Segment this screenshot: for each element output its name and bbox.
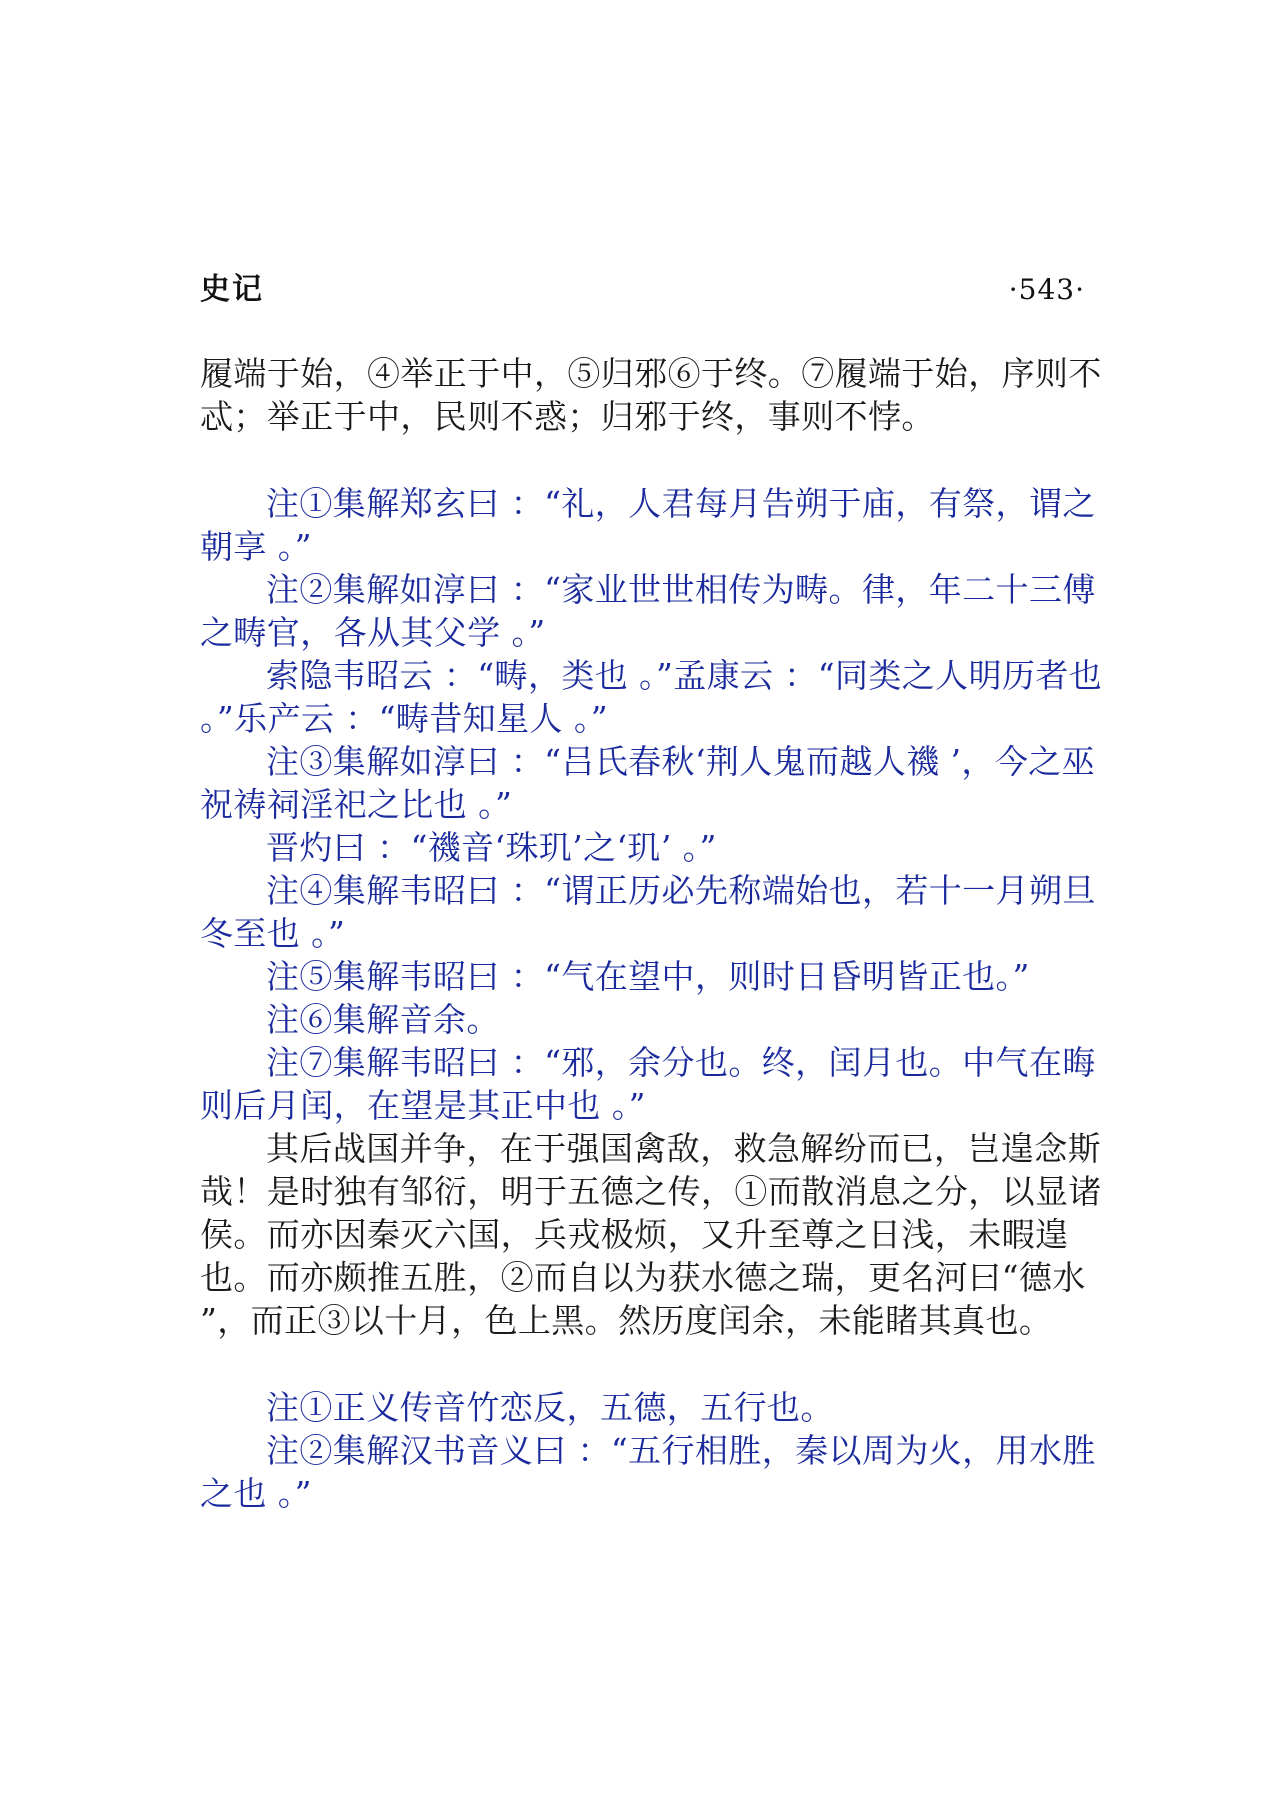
body-text — [200, 352, 1105, 1515]
annotation-note: 注⑦集解韦昭曰 ：“邪，余分也。终，闰月也。中气在晦则后月闰，在望是其正中也 。” — [200, 1043, 1096, 1125]
annotation-note: 晋灼曰 ：“禨音‘珠玑’之‘玑’ 。” — [266, 828, 717, 867]
page-number: ·543· — [1008, 273, 1085, 306]
running-header — [200, 268, 1085, 312]
main-paragraph: 履端于始，④举正于中，⑤归邪⑥于终。⑦履端于始，序则不忒；举正于中，民则不惑；归邪于终，事则不悖。 — [200, 354, 1102, 436]
annotation-note: 注②集解汉书音义曰 ：“五行相胜，秦以周为火，用水胜之也 。” — [200, 1431, 1096, 1513]
annotation-note: 索隐韦昭云 ：“畴，类也 。”孟康云 ：“同类之人明历者也 。”乐产云 ：“畴昔知星人 。” — [200, 656, 1103, 738]
book-title: 史记 — [200, 272, 264, 307]
annotation-note: 注①集解郑玄曰 ：“礼，人君每月告朔于庙，有祭，谓之朝享 。” — [200, 484, 1096, 566]
annotation-note: 注③集解如淳曰 ：“吕氏春秋‘荆人鬼而越人禨 ’，今之巫祝祷祠淫祀之比也 。” — [200, 742, 1096, 824]
annotation-note: 注②集解如淳曰 ：“家业世世相传为畴。律，年二十三傅之畴官，各从其父学 。” — [200, 570, 1096, 652]
main-paragraph: 其后战国并争，在于强国禽敌，救急解纷而已，岂遑念斯哉！是时独有邹衍，明于五德之传，①而散消息之分，以显诸侯。而亦因秦灭六国，兵戎极烦，又升至尊之日浅，未暇遑也。而亦颇推五胜，②而自以为获水德之瑞，更名河曰“德水 ”，而正③以十月，色上黑。然历度闰余，未能睹其真也。 — [200, 1129, 1102, 1340]
annotation-note: 注①正义传音竹恋反，五德，五行也。 — [266, 1388, 834, 1427]
annotation-note: 注⑥集解音余。 — [266, 1000, 500, 1039]
annotation-note: 注⑤集解韦昭曰 ：“气在望中，则时日昏明皆正也。” — [266, 957, 1030, 996]
annotation-note: 注④集解韦昭曰 ：“谓正历必先称端始也，若十一月朔旦冬至也 。” — [200, 871, 1096, 953]
